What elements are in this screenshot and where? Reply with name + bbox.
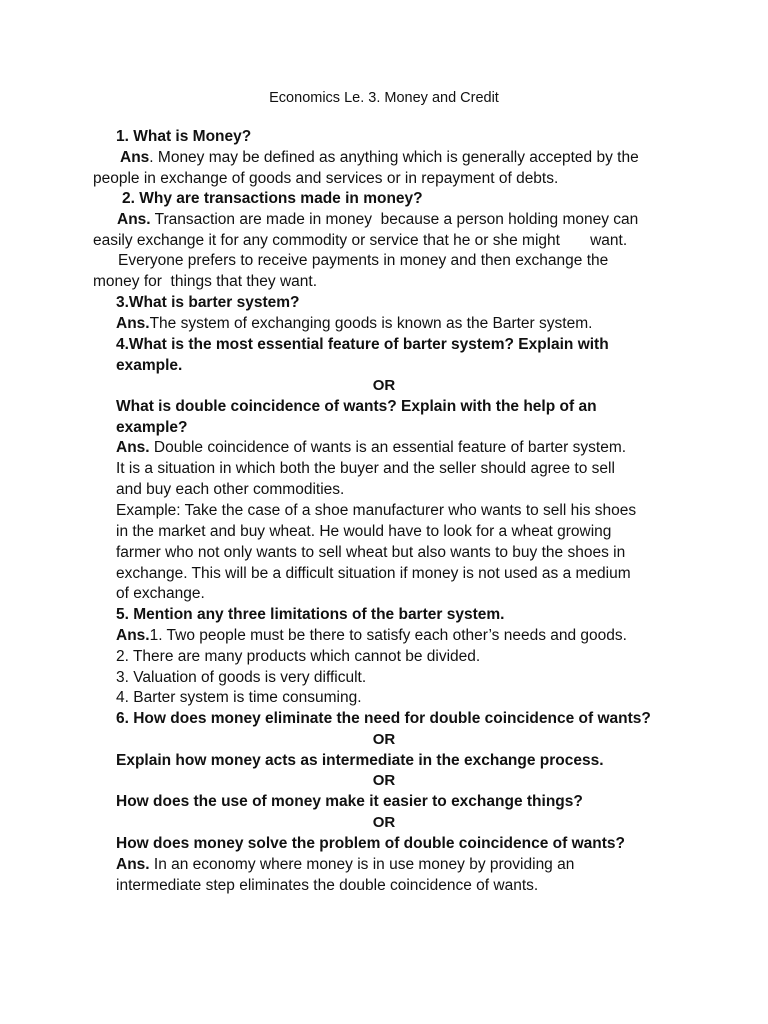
answer-label: Ans. <box>116 439 150 456</box>
answer-text: Transaction are made in money because a person holding money can <box>150 211 639 228</box>
answer-1-line-1 <box>120 148 639 168</box>
question-5: 5. Mention any three limitations of the barter system. <box>116 606 505 623</box>
answer-4-line-7: exchange. This will be a difficult situation if money is not used as a medium <box>116 565 631 582</box>
answer-text: 1. Two people must be there to satisfy each other’s needs and goods. <box>149 627 627 644</box>
answer-label: Ans. <box>116 627 150 644</box>
answer-text: In an economy where money is in use money by providing an <box>149 856 575 873</box>
answer-label: Ans <box>120 149 150 166</box>
question-4-line-1: 4.What is the most essential feature of barter system? Explain with <box>116 336 609 353</box>
or-separator: OR <box>372 814 396 831</box>
answer-text: The system of exchanging goods is known as the Barter system. <box>149 315 593 332</box>
page-title: Economics Le. 3. Money and Credit <box>269 90 499 106</box>
answer-label: Ans. <box>116 315 150 332</box>
answer-2-line-1 <box>117 210 638 230</box>
question-6: 6. How does money eliminate the need for double coincidence of wants? <box>116 710 651 727</box>
answer-4-line-5: in the market and buy wheat. He would have to look for a wheat growing <box>116 523 612 540</box>
answer-3-line-1 <box>116 314 592 334</box>
answer-6-line-2: intermediate step eliminates the double coincidence of wants. <box>116 877 539 894</box>
answer-label: Ans. <box>116 856 150 873</box>
answer-label: Ans. <box>117 211 151 228</box>
answer-4-line-3: and buy each other commodities. <box>116 481 345 498</box>
question-6-alt-3: How does money solve the problem of double coincidence of wants? <box>116 835 625 852</box>
or-separator: OR <box>372 772 396 789</box>
or-separator: OR <box>372 731 396 748</box>
answer-5-line-1 <box>116 626 627 646</box>
answer-2-line-2: easily exchange it for any commodity or service that he or she might want. <box>93 232 628 249</box>
question-2: 2. Why are transactions made in money? <box>122 190 423 207</box>
question-1: 1. What is Money? <box>116 128 252 145</box>
answer-4-line-6: farmer who not only wants to sell wheat but also wants to buy the shoes in <box>116 544 626 561</box>
question-4-line-2: example. <box>116 357 183 374</box>
answer-text: Double coincidence of wants is an essential feature of barter system. <box>149 439 627 456</box>
question-4-alt-line-2: example? <box>116 419 188 436</box>
answer-4-line-4: Example: Take the case of a shoe manufacturer who wants to sell his shoes <box>116 502 637 519</box>
question-6-alt-2: How does the use of money make it easier to exchange things? <box>116 793 583 810</box>
answer-text: . Money may be defined as anything which is generally accepted by the <box>149 149 639 166</box>
answer-5-line-4: 4. Barter system is time consuming. <box>116 689 362 706</box>
answer-2-line-4: money for things that they want. <box>93 273 318 290</box>
answer-4-line-2: It is a situation in which both the buyer and the seller should agree to sell <box>116 460 615 477</box>
answer-4-line-8: of exchange. <box>116 585 205 602</box>
or-separator: OR <box>372 377 396 394</box>
question-6-alt-1: Explain how money acts as intermediate in the exchange process. <box>116 752 604 769</box>
answer-5-line-3: 3. Valuation of goods is very difficult. <box>116 669 367 686</box>
answer-6-line-1 <box>116 855 574 875</box>
answer-2-line-3: Everyone prefers to receive payments in money and then exchange the <box>118 252 609 269</box>
question-3: 3.What is barter system? <box>116 294 300 311</box>
answer-4-line-1 <box>116 438 626 458</box>
question-4-alt-line-1: What is double coincidence of wants? Explain with the help of an <box>116 398 597 415</box>
answer-5-line-2: 2. There are many products which cannot be divided. <box>116 648 481 665</box>
answer-1-line-2: people in exchange of goods and services or in repayment of debts. <box>93 170 559 187</box>
